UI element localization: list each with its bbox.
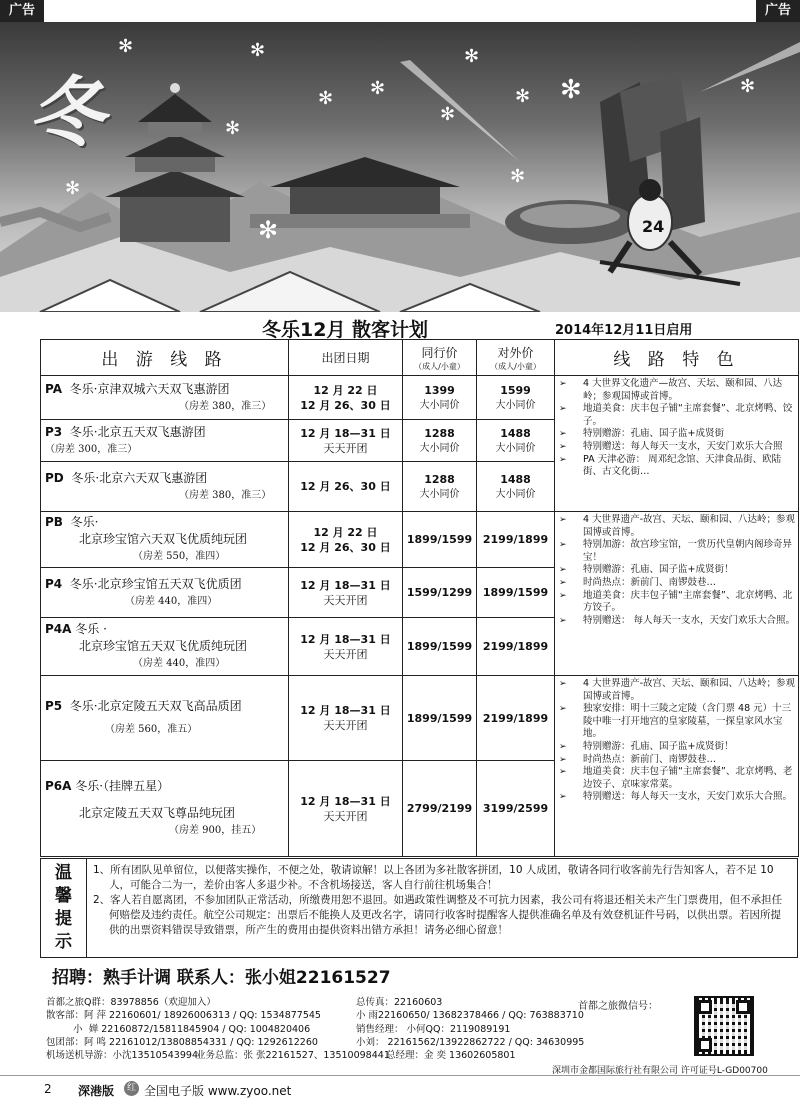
feature-item: ➢ 4 大世界遗产-故宫、天坛、颐和园、八达岭；参观国博或首博。 xyxy=(559,514,796,539)
route-cell: PD 冬乐·北京六天双飞惠游团 （房差 380，准三） xyxy=(41,462,289,512)
wechat-qr-code xyxy=(694,996,754,1056)
peer-price-cell: 1288 大小同价 xyxy=(403,420,477,462)
peer-price-cell: 1288 大小同价 xyxy=(403,462,477,512)
date-cell: 12 月 18—31 日 天天开团 xyxy=(289,761,403,857)
feature-item: ➢ 独家安排：明十三陵之定陵（含门票 48 元）十三陵中唯一打开地宫的皇家陵墓，一探皇家风水宝地。 xyxy=(559,703,796,741)
feature-item: ➢ 特别赠送：每人每天一支水，天安门欢乐大合照 xyxy=(559,441,796,454)
routes-table xyxy=(40,339,799,857)
feature-item: ➢ 特别赠送： 每人每天一支水，天安门欢乐大合照。 xyxy=(559,615,796,628)
beijing-landmarks-illustration xyxy=(0,22,800,312)
svg-text:✻: ✻ xyxy=(250,40,266,61)
winter-calligraphy: 冬 xyxy=(28,68,104,157)
page-footer xyxy=(0,1075,800,1100)
peer-price-cell: 2799/2199 xyxy=(403,761,477,857)
recruitment-notice: 招聘：熟手计调 联系人：张小姐22161527 xyxy=(52,968,391,988)
contact-row: 包团部：阿 鸣 22161012/13808854331 / QQ: 1292612260 小刘： 22161562/13922862722 / QQ: 34630995 xyxy=(46,1036,585,1048)
license-text: 深圳市金都国际旅行社有限公司 许可证号L-GD00700 xyxy=(552,1066,768,1076)
public-price-cell: 1599 大小同价 xyxy=(477,376,555,420)
plan-start-date: 2014年12月11日启用 xyxy=(555,323,693,338)
public-price-cell: 1488 大小同价 xyxy=(477,462,555,512)
contact-row: 小 婵 22160872/15811845904 / QQ: 1004820406 销售经理： 小何QQ：2119089191 xyxy=(46,1023,511,1035)
feature-item: ➢ 特别赠游：孔庙、国子监+成贤街！ xyxy=(559,741,796,754)
skier-bib-number: 24 xyxy=(642,217,665,236)
svg-text:✻: ✻ xyxy=(510,166,526,187)
feature-item: ➢ 特别赠送：每人每天一支水，天安门欢乐大合照。 xyxy=(559,791,796,804)
route-cell: PB 冬乐· 北京珍宝馆六天双飞优质纯玩团 （房差 550，准四） xyxy=(41,512,289,568)
svg-text:✻: ✻ xyxy=(225,118,241,139)
peer-price-cell: 1899/1599 xyxy=(403,618,477,676)
features-cell xyxy=(555,512,799,676)
date-cell: 12 月 18—31 日 天天开团 xyxy=(289,568,403,618)
svg-text:✻: ✻ xyxy=(515,86,531,107)
features-cell xyxy=(555,376,799,512)
features-cell xyxy=(555,676,799,857)
page-number: 2 xyxy=(44,1082,52,1096)
header-peer-price: 同行价 （成人/小童） xyxy=(403,340,477,376)
plan-title-row xyxy=(0,313,800,339)
site-link[interactable]: 全国电子版 www.zyoo.net xyxy=(144,1084,292,1098)
banner-image xyxy=(0,22,800,312)
edition-badge: 红 xyxy=(124,1081,139,1096)
tip-item: 1、所有团队见单留位，以便落实操作，不便之处，敬请谅解！以上各团为多社散客拼团，10 人成团，敬请各同行收客前先行告知客人，若不足 10 人，可能合二为一，差价由客人多退少补。不含机场接送，客人自行前往机场集合！ xyxy=(93,864,774,891)
public-price-cell: 1899/1599 xyxy=(477,568,555,618)
ad-label-right: 广告 xyxy=(756,0,800,22)
feature-item: ➢ 4 大世界遗产-故宫、天坛、颐和园、八达岭；参观国博或首博。 xyxy=(559,678,796,703)
ad-label-left: 广告 xyxy=(0,0,44,22)
date-cell: 12 月 18—31 日 天天开团 xyxy=(289,420,403,462)
svg-text:✻: ✻ xyxy=(370,78,386,99)
date-cell: 12 月 22 日 12 月 26、30 日 xyxy=(289,512,403,568)
peer-price-cell: 1399 大小同价 xyxy=(403,376,477,420)
public-price-cell: 2199/1899 xyxy=(477,618,555,676)
tip-item: 2、客人若自愿离团，不参加团队正常活动，所缴费用恕不退回。如遇政策性调整及不可抗力因素，我公司有将退还相关未产生门票费用，但不承担任何赔偿及违约责任。航空公司规定：出票后不能换人及更改名字，请同行收客时提醒客人提供准确名单及有效登机证件号码，以供出票。若因所提供的出票资料错误导致错票，所产生的费用由提供资料出错方承担！请务必细心留意！ xyxy=(93,894,783,936)
svg-text:✻: ✻ xyxy=(118,36,134,57)
svg-text:✻: ✻ xyxy=(440,104,456,125)
table-header-row xyxy=(41,340,799,376)
feature-item: ➢ 时尚热点：新前门、南锣鼓巷… xyxy=(559,577,796,590)
peer-price-cell: 1899/1599 xyxy=(403,676,477,761)
tips-body xyxy=(93,863,791,938)
date-cell: 12 月 18—31 日 天天开团 xyxy=(289,676,403,761)
contact-row: 首都之旅Q群：83978856（欢迎加入） 总传真：22160603 xyxy=(46,997,443,1008)
header-public-price: 对外价 （成人/小童） xyxy=(477,340,555,376)
table-row xyxy=(41,676,799,761)
tips-label: 温 馨 提 示 xyxy=(41,859,87,957)
public-price-cell: 2199/1899 xyxy=(477,512,555,568)
peer-price-cell: 1599/1299 xyxy=(403,568,477,618)
feature-item: ➢ PA 天津必游： 周邓纪念馆、天津食品街、欧陆街、古文化街… xyxy=(559,454,796,479)
svg-text:✻: ✻ xyxy=(464,46,480,67)
table-row xyxy=(41,376,799,420)
contact-row: 散客部：阿 萍 22160601/ 18926006313 / QQ: 1534877545 小 雨22160650/ 13682378466 / QQ: 763883710 xyxy=(46,1010,584,1022)
table-row xyxy=(41,512,799,568)
header-route: 出 游 线 路 xyxy=(41,340,289,376)
feature-item: ➢ 地道美食：庆丰包子铺“主席套餐”、北京烤鸭、饺子。 xyxy=(559,403,796,428)
wechat-label: 首都之旅微信号： xyxy=(578,1001,658,1012)
feature-item: ➢ 特别加游：故宫珍宝馆，一赏历代皇朝内阁珍奇异宝！ xyxy=(559,539,796,564)
feature-item: ➢ 地道美食：庆丰包子铺“主席套餐”、北京烤鸭、北方饺子。 xyxy=(559,590,796,615)
tips-box xyxy=(40,858,798,958)
date-cell: 12 月 26、30 日 xyxy=(289,462,403,512)
route-cell: P5 冬乐·北京定陵五天双飞高品质团 （房差 560，准五） xyxy=(41,676,289,761)
route-cell: P4 冬乐·北京珍宝馆五天双飞优质团 （房差 440，准四） xyxy=(41,568,289,618)
feature-item: ➢ 4 大世界文化遗产—故宫、天坛、颐和园、八达岭；参观国博或首博。 xyxy=(559,378,796,403)
feature-item: ➢ 地道美食：庆丰包子铺“主席套餐”、北京烤鸭、老边饺子、京味家常菜。 xyxy=(559,766,796,791)
feature-item: ➢ 特别赠游：孔庙、国子监+成贤街 xyxy=(559,428,796,441)
public-price-cell: 3199/2599 xyxy=(477,761,555,857)
header-features: 线 路 特 色 xyxy=(555,340,799,376)
route-cell: P4A 冬乐 · 北京珍宝馆五天双飞优质纯玩团 （房差 440，准四） xyxy=(41,618,289,676)
svg-text:✻: ✻ xyxy=(740,76,756,97)
edition-label: 深港版 xyxy=(78,1084,115,1098)
date-cell: 12 月 22 日 12 月 26、30 日 xyxy=(289,376,403,420)
date-cell: 12 月 18—31 日 天天开团 xyxy=(289,618,403,676)
route-cell: P3 冬乐·北京五天双飞惠游团 （房差 300，准三） xyxy=(41,420,289,462)
svg-text:✻: ✻ xyxy=(318,88,334,109)
svg-text:✻: ✻ xyxy=(258,216,279,244)
header-date: 出团日期 xyxy=(289,340,403,376)
public-price-cell: 2199/1899 xyxy=(477,676,555,761)
feature-item: ➢ 时尚热点：新前门、南锣鼓巷… xyxy=(559,754,796,767)
svg-text:✻: ✻ xyxy=(560,75,582,105)
svg-text:✻: ✻ xyxy=(65,178,81,199)
route-cell: P6A 冬乐·（挂牌五星） 北京定陵五天双飞尊品纯玩团 （房差 900，挂五） xyxy=(41,761,289,857)
plan-title: 冬乐12月 散客计划 xyxy=(262,319,429,341)
contact-row: 机场送机导游：小沈13510543994 业务总监：张 张22161527、13510098441 总经理：金 奕 13602605801 xyxy=(46,1050,516,1062)
public-price-cell: 1488 大小同价 xyxy=(477,420,555,462)
route-cell: PA 冬乐·京津双城六天双飞惠游团 （房差 380，准三） xyxy=(41,376,289,420)
feature-item: ➢ 特别赠游：孔庙、国子监+成贤街！ xyxy=(559,564,796,577)
peer-price-cell: 1899/1599 xyxy=(403,512,477,568)
